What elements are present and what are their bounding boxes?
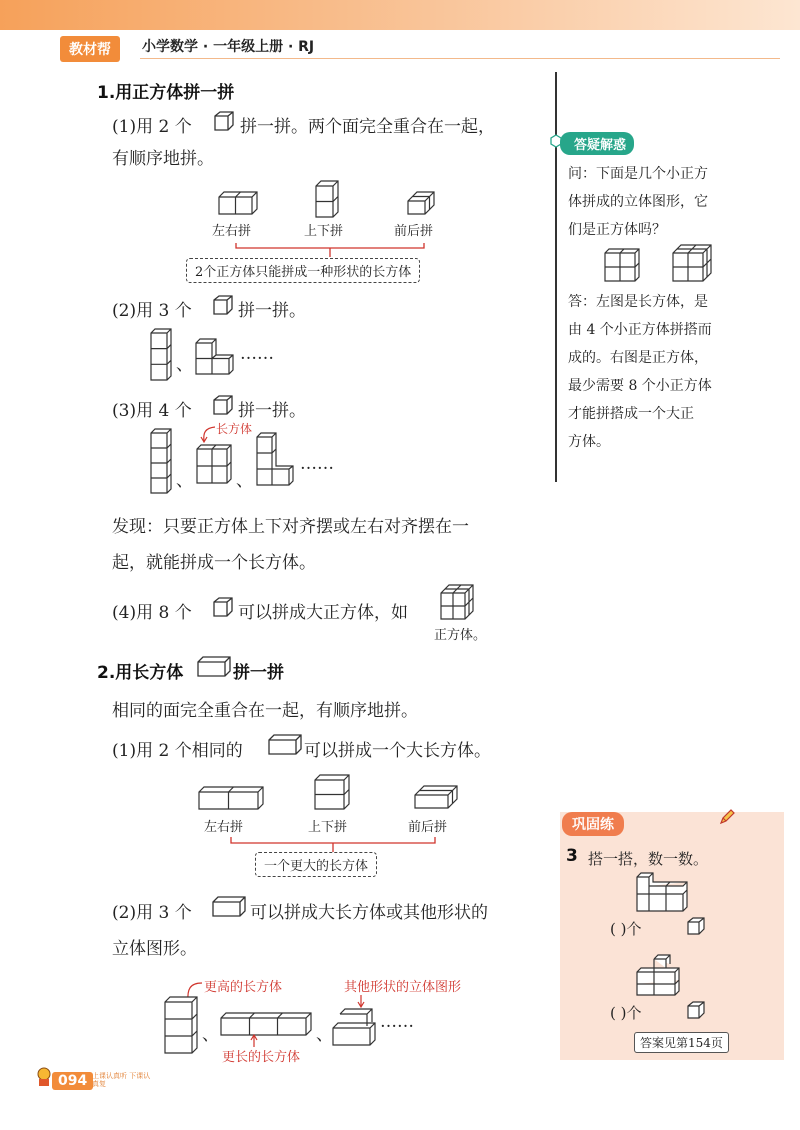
summary-box-1: 2个正方体只能拼成一种形状的长方体 — [186, 258, 420, 283]
s1-item2-b: 拼一拼。 — [238, 301, 306, 321]
tall-cuboid-figure — [164, 996, 198, 1054]
three-cube-l-figure — [195, 338, 235, 376]
s2-item1-a: (1)用 2 个相同的 — [112, 741, 243, 761]
cuboids-left-right-figure — [198, 786, 264, 810]
s1-item1-a: (1)用 2 个 — [112, 117, 192, 137]
cube-icon — [686, 1000, 706, 1020]
arrow-icon — [200, 425, 220, 445]
exercise-number: 3 — [566, 846, 578, 866]
three-cube-tower-figure — [150, 328, 172, 382]
cuboid-icon — [197, 656, 231, 678]
ellipsis: …… — [240, 344, 274, 364]
ellipsis: …… — [380, 1012, 414, 1032]
ellipsis: …… — [300, 454, 334, 474]
exercise-prompt: 搭一搭，数一数。 — [588, 850, 709, 868]
question-line: 们是正方体吗？ — [568, 222, 666, 238]
cuboid-icon — [212, 896, 246, 918]
pencil-icon — [718, 808, 736, 826]
cube-note: 正方体。 — [434, 628, 487, 643]
s2-item2-line2: 立体图形。 — [112, 939, 197, 959]
footer-slogan: 上课认真听 下课认真复 — [92, 1072, 151, 1088]
question-line: 问：下面是几个小正方 — [568, 166, 708, 182]
qa-badge: 答疑解惑 — [560, 132, 634, 155]
practice-badge: 巩固练 — [562, 812, 624, 836]
top-banner — [0, 0, 800, 30]
answer-blank-2[interactable]: ( )个 — [610, 1004, 642, 1022]
s2-intro: 相同的面完全重合在一起，有顺序地拼。 — [112, 701, 418, 721]
exercise-figure-1 — [636, 872, 688, 912]
cuboids-front-back-figure — [414, 784, 458, 810]
sep: 、 — [176, 355, 193, 375]
section1-title: 1.用正方体拼一拼 — [97, 83, 235, 103]
note-longer: 更长的长方体 — [222, 1050, 301, 1065]
s1-item2-a: (2)用 3 个 — [112, 301, 192, 321]
cube-icon — [686, 916, 706, 936]
section2-title-a: 2.用长方体 — [97, 663, 184, 683]
cuboid-icon — [268, 734, 302, 756]
s1-item1-line2: 有顺序地拼。 — [112, 149, 214, 169]
cuboids-top-bottom-figure — [314, 774, 350, 810]
answer-line: 答：左图是长方体，是 — [568, 294, 708, 310]
section2-title-b: 拼一拼 — [233, 663, 284, 683]
big-cube-figure — [440, 584, 474, 620]
cube-icon — [212, 394, 234, 416]
cuboid-2x2-figure — [604, 248, 640, 282]
sep: 、 — [236, 471, 253, 491]
summary-box-2: 一个更大的长方体 — [255, 852, 377, 877]
answer-line: 方体。 — [568, 434, 610, 450]
label-front-back: 前后拼 — [394, 224, 434, 239]
mascot-icon — [34, 1066, 54, 1088]
page-number: 094 — [52, 1072, 93, 1090]
cube-icon — [212, 596, 234, 618]
s1-item1-b: 拼一拼。两个面完全重合在一起， — [240, 117, 495, 137]
s1-item3-b: 拼一拼。 — [238, 401, 306, 421]
cubes-left-right-figure — [218, 190, 258, 216]
answer-line: 才能拼搭成一个大正 — [568, 406, 694, 422]
cuboid-note: 长方体 — [216, 422, 253, 436]
cube-icon — [212, 294, 234, 316]
answer-line: 成的。右图是正方体， — [568, 350, 708, 366]
answer-line: 由 4 个小正方体拼搭而 — [568, 322, 712, 338]
s1-item4-a: (4)用 8 个 — [112, 603, 192, 623]
cube-icon — [213, 110, 235, 132]
book-title: 小学数学 · 一年级上册 · RJ — [142, 39, 315, 55]
note-taller: 更高的长方体 — [204, 980, 283, 995]
note-other: 其他形状的立体图形 — [344, 980, 462, 995]
sep: 、 — [202, 1025, 219, 1045]
cubes-top-bottom-figure — [315, 180, 339, 218]
square-2x2-figure — [196, 444, 232, 484]
s2-item1-b: 可以拼成一个大长方体。 — [304, 741, 491, 761]
label-top-bottom: 上下拼 — [304, 224, 344, 239]
cube-2x2x2-figure — [672, 244, 712, 282]
finding-line1: 发现：只要正方体上下对齐摆或左右对齐摆在一 — [112, 517, 469, 537]
label-left-right: 左右拼 — [204, 820, 244, 835]
book-tag: 教材帮 — [60, 36, 120, 62]
sep: 、 — [316, 1025, 333, 1045]
four-cube-tower-figure — [150, 428, 172, 494]
four-cube-l-figure — [256, 432, 294, 486]
label-top-bottom: 上下拼 — [308, 820, 348, 835]
other-shape-figure — [332, 1004, 376, 1046]
s2-item2-b: 可以拼成大长方体或其他形状的 — [250, 903, 488, 923]
answer-blank-1[interactable]: ( )个 — [610, 920, 642, 938]
answer-line: 最少需要 8 个小正方体 — [568, 378, 712, 394]
s1-item4-b: 可以拼成大正方体，如 — [238, 603, 408, 623]
exercise-figure-2 — [636, 954, 680, 996]
s1-item3-a: (3)用 4 个 — [112, 401, 192, 421]
bracket — [235, 242, 425, 258]
answer-reference: 答案见第154页 — [634, 1032, 729, 1053]
finding-line2: 起，就能拼成一个长方体。 — [112, 553, 316, 573]
cubes-front-back-figure — [407, 190, 435, 216]
sep: 、 — [176, 471, 193, 491]
s2-item2-a: (2)用 3 个 — [112, 903, 192, 923]
label-left-right: 左右拼 — [212, 224, 252, 239]
header-divider — [140, 58, 780, 59]
label-front-back: 前后拼 — [408, 820, 448, 835]
question-line: 体拼成的立体图形，它 — [568, 194, 708, 210]
long-cuboid-figure — [220, 1012, 312, 1036]
